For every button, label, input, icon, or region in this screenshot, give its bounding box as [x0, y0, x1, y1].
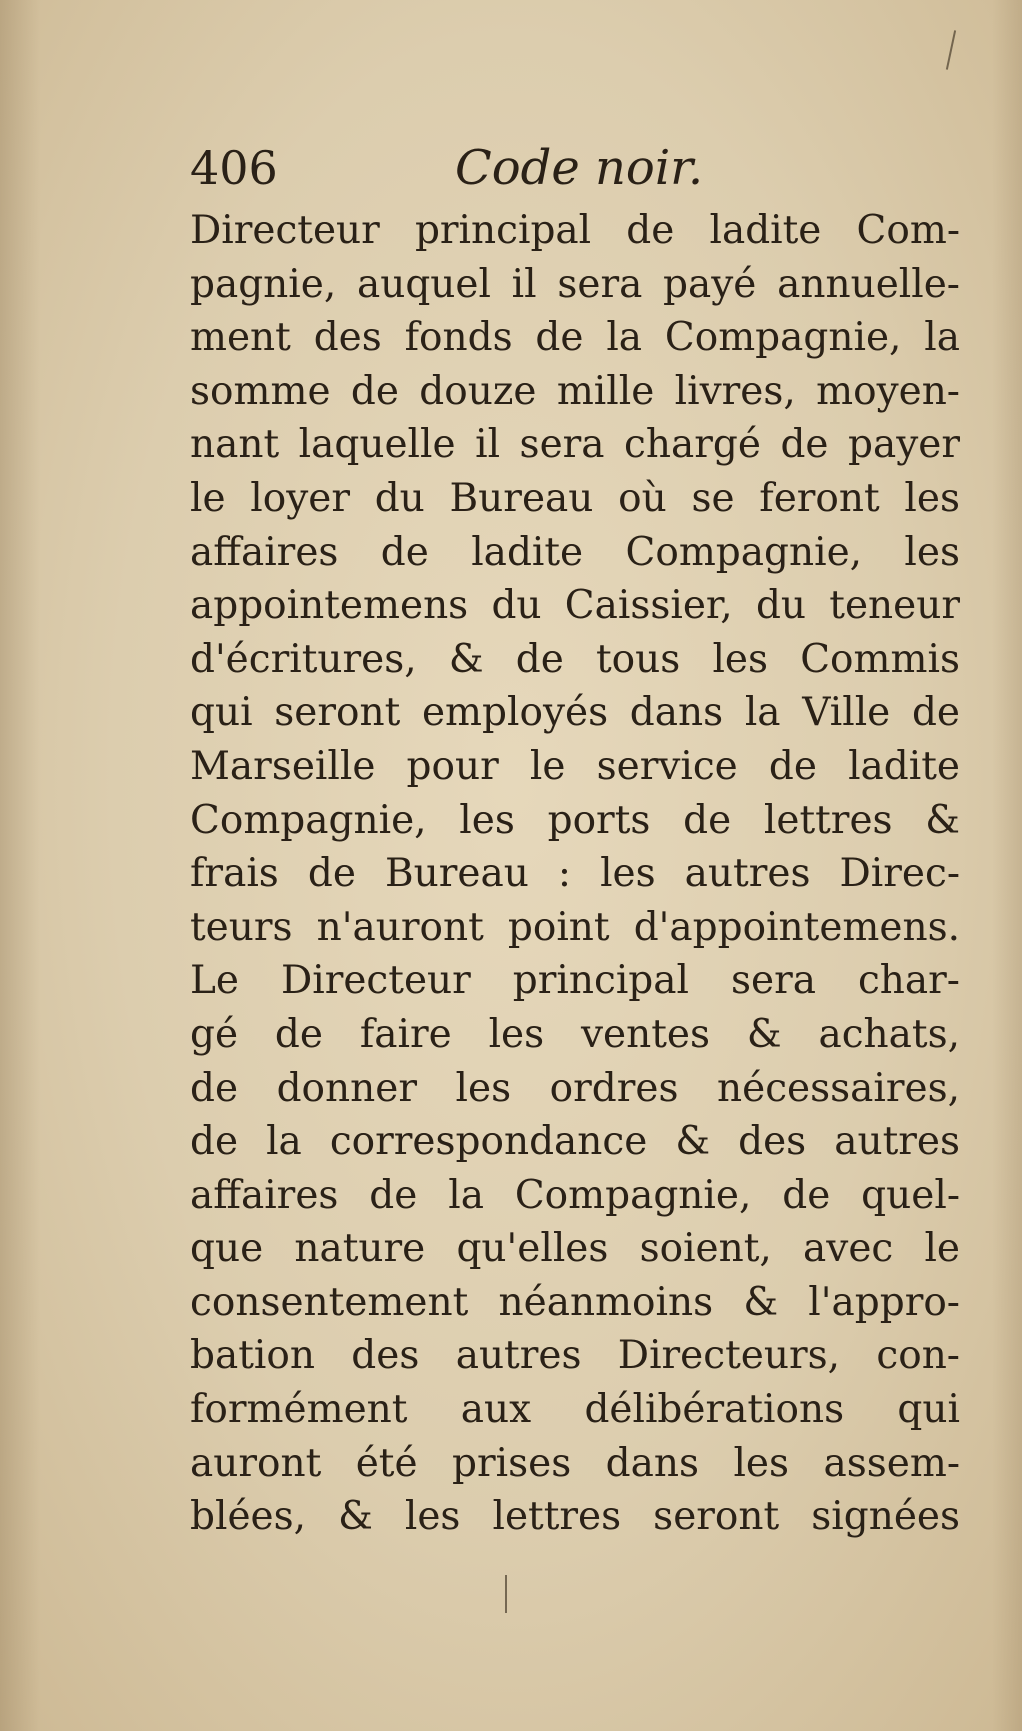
running-head — [190, 140, 970, 200]
text-line: d'écritures, & de tous les Commis — [190, 636, 960, 682]
text-line: gé de faire les ventes & achats, — [190, 1011, 960, 1057]
text-line: ment des fonds de la Compagnie, la — [190, 315, 960, 361]
text-line: formément aux délibérations qui — [190, 1387, 960, 1433]
text-line: auront été prises dans les assem- — [190, 1440, 960, 1486]
text-line: nant laquelle il sera chargé de payer — [190, 422, 960, 468]
text-line: que nature qu'elles soient, avec le — [190, 1226, 960, 1272]
text-line: blées, & les lettres seront signées — [190, 1494, 960, 1540]
text-line: somme de douze mille livres, moyen- — [190, 368, 960, 414]
text-line: Compagnie, les ports de lettres & — [190, 797, 960, 843]
text-line: affaires de la Compagnie, de quel- — [190, 1172, 960, 1218]
text-line: Directeur principal de ladite Com- — [190, 208, 960, 253]
text-line: appointemens du Caissier, du teneur — [190, 583, 960, 629]
text-line: frais de Bureau : les autres Direc- — [190, 851, 960, 897]
text-line: Le Directeur principal sera char- — [190, 958, 960, 1004]
page-number: 406 — [190, 141, 278, 195]
text-line: bation des autres Directeurs, con- — [190, 1333, 960, 1379]
text-line: Marseille pour le service de ladite — [190, 743, 960, 789]
text-line: le loyer du Bureau où se feront les — [190, 475, 960, 521]
body-text — [190, 204, 960, 1544]
text-line: affaires de ladite Compagnie, les — [190, 529, 960, 575]
text-line: pagnie, auquel il sera payé annuelle- — [190, 261, 960, 307]
text-line: teurs n'auront point d'appointemens. — [190, 904, 960, 950]
text-line: de la correspondance & des autres — [190, 1119, 960, 1165]
running-title: Code noir. — [455, 140, 704, 196]
margin-mark — [505, 1575, 507, 1613]
margin-mark — [946, 30, 956, 70]
text-line: qui seront employés dans la Ville de — [190, 690, 960, 736]
text-line: consentement néanmoins & l'appro- — [190, 1279, 960, 1325]
text-line: de donner les ordres nécessaires, — [190, 1065, 960, 1111]
